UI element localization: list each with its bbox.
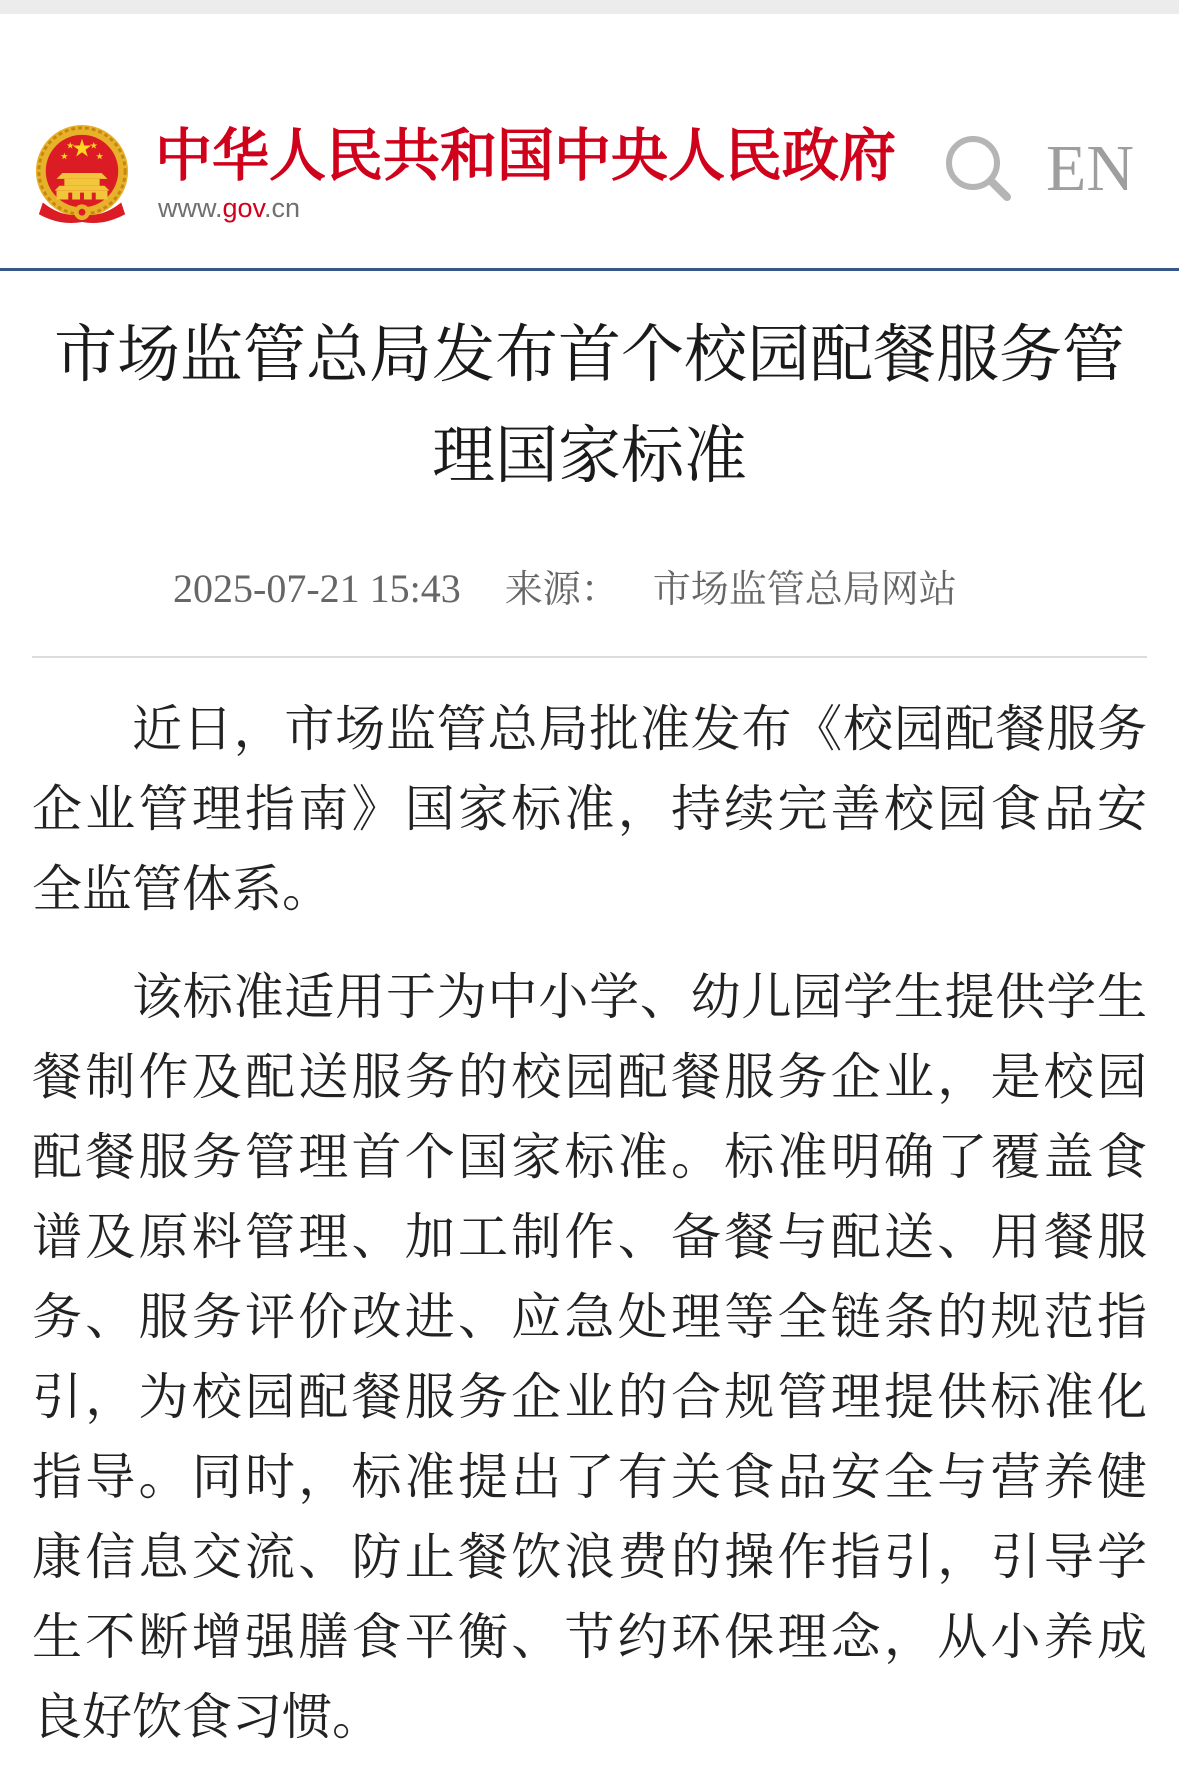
paragraph-line: 餐制作及配送服务的校园配餐服务企业，是校园: [32, 1048, 1147, 1106]
url-domain: gov: [222, 193, 265, 223]
publish-date: 2025-07-21 15:43: [173, 566, 461, 611]
paragraph-line: 该标准适用于为中小学、幼儿园学生提供学生: [132, 968, 1147, 1026]
header-rule: [0, 268, 1179, 271]
paragraph-line: 引，为校园配餐服务企业的合规管理提供标准化: [32, 1368, 1147, 1426]
article-title: 市场监管总局发布首个校园配餐服务管理国家标准: [54, 318, 1125, 492]
paragraph-line: 务、服务评价改进、应急处理等全链条的规范指: [32, 1288, 1147, 1346]
url-suffix: .cn: [264, 193, 301, 223]
language-switch-en[interactable]: EN: [1046, 132, 1134, 205]
paragraph-line: 康信息交流、防止餐饮浪费的操作指引，引导学: [32, 1528, 1147, 1586]
search-icon[interactable]: [940, 130, 1016, 206]
article-meta: [0, 564, 1179, 614]
status-strip: [0, 0, 1179, 14]
url-prefix: www.: [158, 193, 223, 223]
site-url: [158, 192, 300, 224]
paragraph-line: 全监管体系。: [32, 860, 332, 918]
national-emblem-icon: [33, 124, 131, 226]
site-name: 中华人民共和国中央人民政府: [155, 123, 896, 189]
paragraph-line: 生不断增强膳食平衡、节约环保理念，从小养成: [32, 1608, 1147, 1666]
paragraph-2: [32, 957, 1147, 1757]
source-name: 市场监管总局网站: [652, 567, 957, 611]
source-label: 来源：: [504, 567, 619, 611]
home-logo-link[interactable]: [0, 14, 920, 268]
paragraph-line: 配餐服务管理首个国家标准。标准明确了覆盖食: [32, 1128, 1147, 1186]
paragraph-line: 良好饮食习惯。: [32, 1688, 382, 1746]
paragraph-line: 指导。同时，标准提出了有关食品安全与营养健: [32, 1448, 1147, 1506]
paragraph-line: 企业管理指南》国家标准，持续完善校园食品安: [32, 780, 1147, 838]
article: [0, 304, 1179, 1757]
paragraph-line: 谱及原料管理、加工制作、备餐与配送、用餐服: [32, 1208, 1147, 1266]
article-body: [0, 658, 1179, 1757]
paragraph-1: [32, 689, 1147, 929]
paragraph-line: 近日，市场监管总局批准发布《校园配餐服务: [132, 700, 1147, 758]
site-header: [0, 14, 1179, 268]
